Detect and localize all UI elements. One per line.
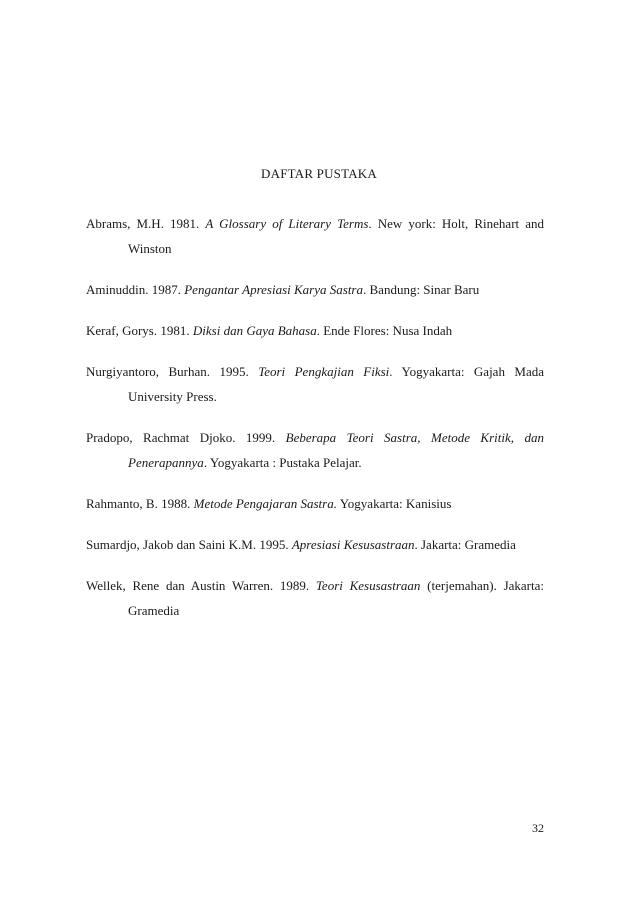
reference-item [86, 573, 544, 623]
reference-details: . Yogyakarta : Pustaka Pelajar. [203, 455, 362, 470]
reference-work-title: Teori Kesusastraan [315, 578, 421, 593]
reference-details: . Ende Flores: Nusa Indah [316, 323, 453, 338]
reference-author-year: Wellek, Rene dan Austin Warren. 1989. [86, 578, 316, 593]
reference-item [86, 359, 544, 409]
reference-details: . New york: Holt, Rinehart and Winston [128, 216, 544, 256]
reference-work-title: Metode Pengajaran Sastra. [193, 496, 337, 511]
reference-author-year: Aminuddin. 1987. [86, 282, 185, 297]
reference-list [86, 211, 544, 623]
reference-item [86, 491, 544, 516]
reference-item [86, 211, 544, 261]
reference-author-year: Keraf, Gorys. 1981. [86, 323, 193, 338]
page-number: 32 [532, 821, 544, 835]
reference-details: (terjemahan). Jakarta: Gramedia [128, 578, 545, 618]
reference-work-title: Teori Pengkajian Fiksi [258, 364, 390, 379]
reference-details: Yogyakarta: Kanisius [336, 496, 452, 511]
reference-work-title: Pengantar Apresiasi Karya Sastra [184, 282, 363, 297]
page-title: DAFTAR PUSTAKA [261, 166, 377, 181]
reference-author-year: Sumardjo, Jakob dan Saini K.M. 1995. [86, 537, 292, 552]
reference-item [86, 277, 544, 302]
reference-work-title: Beberapa Teori Sastra, Metode Kritik, dan Penerapannya [128, 430, 544, 470]
reference-details: . Yogyakarta: Gajah Mada University Press. [128, 364, 544, 404]
reference-item [86, 318, 544, 343]
reference-details: . Jakarta: Gramedia [414, 537, 516, 552]
reference-author-year: Rahmanto, B. 1988. [86, 496, 194, 511]
reference-work-title: Diksi dan Gaya Bahasa [192, 323, 317, 338]
reference-work-title: Apresiasi Kesusastraan [291, 537, 415, 552]
reference-author-year: Pradopo, Rachmat Djoko. 1999. [86, 430, 286, 445]
reference-details: . Bandung: Sinar Baru [363, 282, 480, 297]
reference-item [86, 425, 544, 475]
reference-item [86, 532, 544, 557]
reference-work-title: A Glossary of Literary Terms [205, 216, 369, 231]
reference-author-year: Abrams, M.H. 1981. [86, 216, 206, 231]
reference-author-year: Nurgiyantoro, Burhan. 1995. [86, 364, 259, 379]
